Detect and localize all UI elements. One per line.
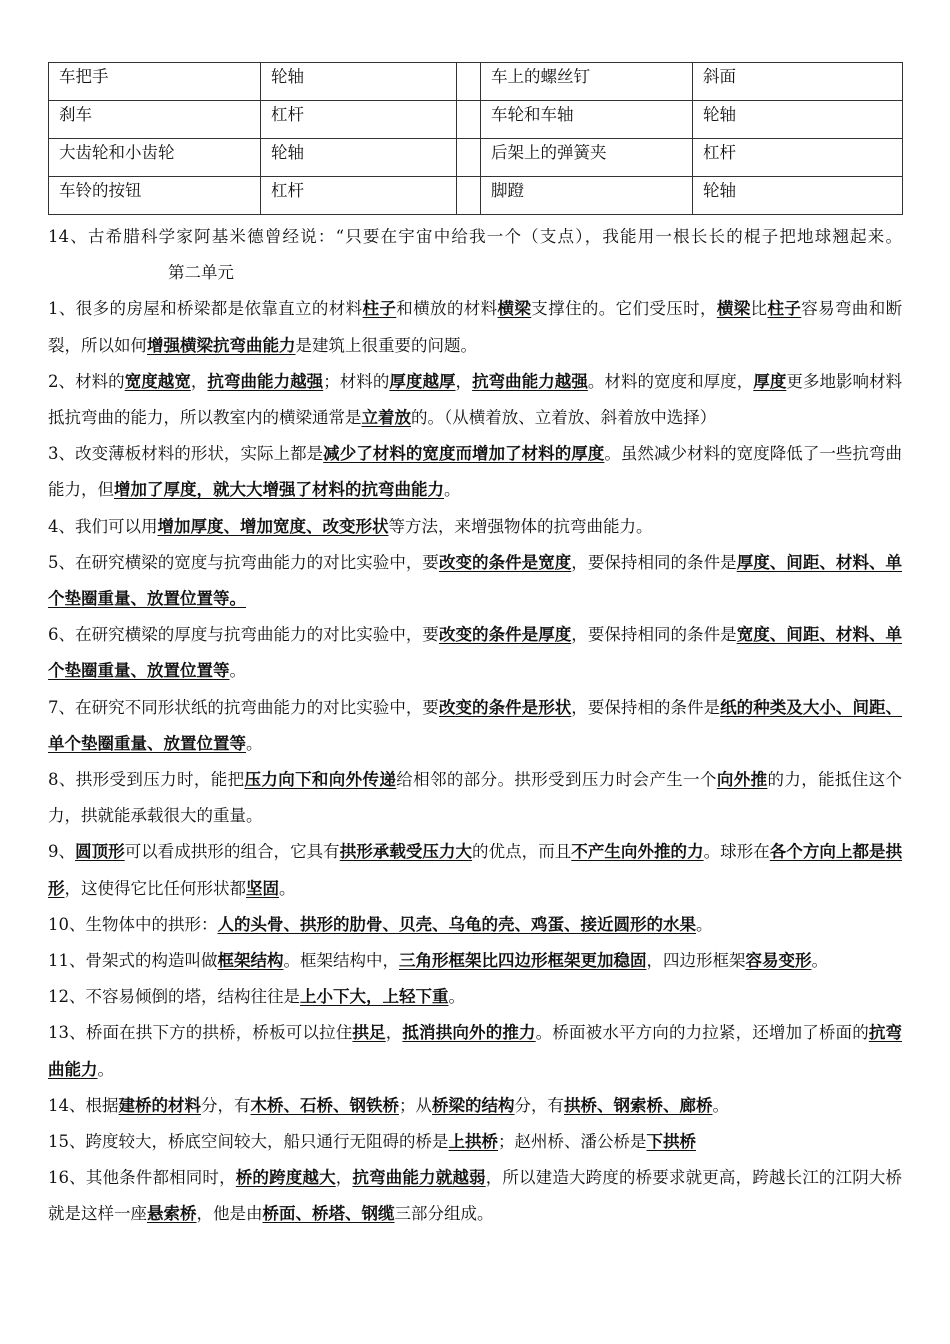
table-cell: 轮轴 — [261, 63, 457, 101]
item-text: 三部分组成。 — [394, 1204, 494, 1224]
numbered-item — [48, 834, 902, 906]
table-gap-cell — [457, 139, 481, 177]
table-cell: 车轮和车轴 — [481, 101, 693, 139]
item-text: 。 — [97, 1059, 114, 1079]
answer-text: 改变的条件是厚度 — [438, 625, 572, 645]
item-text: 。 — [229, 661, 246, 681]
answer-text: 宽度、间距、材料、单个垫圈重量、放置位置等 — [48, 625, 903, 681]
answer-text: 桥面、桥塔、钢缆 — [262, 1204, 395, 1224]
answer-text: 增强横梁抗弯曲能力 — [147, 335, 296, 355]
answer-text: 拱桥、钢索桥、廊桥 — [564, 1095, 713, 1115]
item-text: 9、 — [48, 842, 76, 862]
item-text: 16、其他条件都相同时， — [48, 1168, 236, 1188]
item-text: 6、在研究横梁的厚度与抗弯曲能力的对比实验中，要 — [48, 625, 439, 645]
numbered-item — [48, 1160, 902, 1232]
bicycle-machines-table — [48, 62, 903, 215]
item-text: ，他是由 — [196, 1204, 263, 1224]
answer-text: 木桥、石桥、钢铁桥 — [250, 1095, 399, 1115]
answer-text: 上小下大，上轻下重 — [300, 987, 449, 1007]
answer-text: 厚度越厚 — [389, 371, 456, 391]
previous-item-14 — [48, 219, 902, 291]
item-text: 11、骨架式的构造叫做 — [48, 951, 218, 971]
answer-text: 抗弯曲能力就越弱 — [352, 1168, 486, 1188]
numbered-item — [48, 291, 902, 363]
item-text: 14、根据 — [48, 1095, 119, 1115]
item-text: ，四边形框架 — [646, 951, 746, 971]
answer-text: 三角形框架比四边形框架更加稳固 — [399, 951, 647, 971]
numbered-item — [48, 509, 902, 545]
table-cell: 车把手 — [49, 63, 261, 101]
item-text: 。 — [444, 480, 461, 500]
item-text: 1、很多的房屋和桥梁都是依靠直立的材料 — [48, 299, 363, 319]
item-text: 分，有 — [514, 1095, 564, 1115]
item-text: 等方法，来增强物体的抗弯曲能力。 — [388, 516, 653, 536]
item-text: 8、拱形受到压力时，能把 — [48, 770, 245, 790]
numbered-item — [48, 436, 902, 508]
numbered-item — [48, 545, 902, 617]
item-text: 的。（从横着放、立着放、斜着放中选择） — [411, 408, 717, 428]
item-text: 。 — [712, 1095, 729, 1115]
item-text: 的优点，而且 — [472, 842, 572, 862]
numbered-item — [48, 1088, 902, 1124]
table-cell: 轮轴 — [261, 139, 457, 177]
answer-text: 改变的条件是形状 — [438, 697, 572, 717]
answer-text: 上拱桥 — [448, 1132, 498, 1152]
table-gap-cell — [457, 63, 481, 101]
item-text: 15、跨度较大，桥底空间较大，船只通行无阻碍的桥是 — [48, 1132, 449, 1152]
numbered-item — [48, 762, 902, 834]
item-text: 和横放的材料 — [396, 299, 498, 319]
table-cell: 斜面 — [693, 63, 903, 101]
answer-text: 宽度越宽 — [124, 371, 191, 391]
item-text: ，要保持相同的条件是 — [571, 552, 737, 572]
answer-text: 桥的跨度越大 — [235, 1168, 336, 1188]
answer-text: 纸的种类及大小、间距、单个垫圈重量、放置位置等 — [48, 697, 903, 753]
item-text: 支撑住的。它们受压时， — [531, 299, 717, 319]
item-text: ， — [385, 1023, 403, 1043]
answer-text: 横梁 — [497, 299, 532, 319]
table-row — [49, 139, 903, 177]
answer-text: 抵消拱向外的推力 — [402, 1023, 536, 1043]
answer-text: 人的头骨、拱形的肋骨、贝壳、乌龟的壳、鸡蛋、接近圆形的水果 — [217, 914, 696, 934]
answer-text: 容易变形 — [745, 951, 812, 971]
item-text: 。 — [811, 951, 828, 971]
answer-text: 建桥的材料 — [118, 1095, 201, 1115]
numbered-item — [48, 364, 902, 436]
item-text: 比 — [750, 299, 768, 319]
table-cell: 杠杆 — [261, 101, 457, 139]
answer-text: 横梁 — [716, 299, 751, 319]
answer-text: 柱子 — [767, 299, 802, 319]
item-text: ，这使得它比任何形状都 — [64, 878, 246, 898]
item-text: 可以看成拱形的组合，它具有 — [124, 842, 340, 862]
item-text: 。 — [696, 914, 713, 934]
table-cell: 轮轴 — [693, 177, 903, 215]
answer-text: 悬索桥 — [147, 1204, 197, 1224]
table-body — [49, 63, 903, 215]
table-cell: 杠杆 — [693, 139, 903, 177]
answer-text: 圆顶形 — [75, 842, 125, 862]
answer-text: 增加了厚度，就大大增强了材料的抗弯曲能力 — [114, 480, 444, 500]
numbered-item — [48, 979, 902, 1015]
item-text: 12、不容易倾倒的塔，结构往往是 — [48, 987, 300, 1007]
numbered-item — [48, 617, 902, 689]
answer-text: 抗弯曲能力 — [48, 1023, 903, 1079]
answer-text: 框架结构 — [217, 951, 284, 971]
table-cell: 大齿轮和小齿轮 — [49, 139, 261, 177]
item-text: 容易弯曲和断裂，所以如何 — [48, 299, 903, 355]
item-text: ；从 — [399, 1095, 432, 1115]
table-gap-cell — [457, 177, 481, 215]
item-text: 。 — [246, 733, 263, 753]
answer-text: 立着放 — [361, 408, 411, 428]
item-text: ， — [335, 1168, 353, 1188]
item-text: 。虽然减少材料的宽度降低了一些抗弯曲能力，但 — [48, 444, 903, 500]
numbered-item — [48, 1124, 902, 1160]
table-cell: 刹车 — [49, 101, 261, 139]
item-text: 4、我们可以用 — [48, 516, 158, 536]
numbered-items — [48, 291, 902, 1232]
answer-text: 下拱桥 — [646, 1132, 696, 1152]
item-text: 。 — [279, 878, 296, 898]
item-text: 10、生物体中的拱形： — [48, 914, 218, 934]
table-cell: 后架上的弹簧夹 — [481, 139, 693, 177]
item-text: ；赵州桥、潘公桥是 — [498, 1132, 647, 1152]
numbered-item — [48, 907, 902, 943]
unit-title: 第二单元 — [168, 263, 234, 283]
answer-text: 厚度、间距、材料、单个垫圈重量、放置位置等。 — [48, 552, 903, 609]
item-text: 2、材料的 — [48, 371, 125, 391]
answer-text: 坚固 — [246, 878, 279, 898]
table-cell: 杠杆 — [261, 177, 457, 215]
table-cell: 车上的螺丝钉 — [481, 63, 693, 101]
item-text: 的力，能抵住这个力，拱就能承载很大的重量。 — [48, 770, 903, 826]
table-row — [49, 101, 903, 139]
answer-text: 拱足 — [352, 1023, 386, 1043]
answer-text: 拱形承载受压力大 — [339, 842, 473, 862]
notes-body — [48, 219, 902, 1233]
answer-text: 抗弯曲能力越强 — [207, 371, 324, 391]
numbered-item — [48, 943, 902, 979]
answer-text: 柱子 — [362, 299, 397, 319]
item-text: 是建筑上很重要的问题。 — [295, 335, 477, 355]
table-gap-cell — [457, 101, 481, 139]
table-cell: 轮轴 — [693, 101, 903, 139]
item-text: 3、改变薄板材料的形状，实际上都是 — [48, 444, 324, 464]
item-text: 更多地影响材料抵抗弯曲的能力，所以教室内的横梁通常是 — [48, 371, 903, 428]
item-text: ；材料的 — [323, 371, 390, 391]
answer-text: 抗弯曲能力越强 — [472, 371, 588, 391]
numbered-item — [48, 1015, 902, 1087]
table-cell: 脚蹬 — [481, 177, 693, 215]
answer-text: 厚度 — [753, 371, 787, 391]
item-text: 。材料的宽度和厚度， — [587, 371, 754, 391]
answer-text: 向外推 — [716, 770, 768, 790]
answer-text: 各个方向上都是拱形 — [48, 842, 903, 898]
previous-item-14-text: 14、古希腊科学家阿基米德曾经说：“只要在宇宙中给我一个（支点），我能用一根长长的棍子把地球翘起来。 — [48, 227, 902, 246]
item-text: 13、桥面在拱下方的拱桥，桥板可以拉住 — [48, 1023, 353, 1043]
answer-text: 增加厚度、增加宽度、改变形状 — [157, 516, 389, 536]
item-text: ，要保持相的条件是 — [571, 697, 721, 717]
table-row — [49, 63, 903, 101]
answer-text: 改变的条件是宽度 — [438, 552, 572, 572]
answer-text: 压力向下和向外传递 — [244, 770, 397, 790]
document-page — [48, 62, 902, 1233]
item-text: 。桥面被水平方向的力拉紧，还增加了桥面的 — [535, 1023, 869, 1043]
table-cell: 车铃的按钮 — [49, 177, 261, 215]
answer-text: 桥梁的结构 — [432, 1095, 515, 1115]
answer-text: 减少了材料的宽度而增加了材料的厚度 — [323, 444, 605, 464]
answer-text: 不产生向外推的力 — [571, 842, 704, 862]
item-text: 给相邻的部分。拱形受到压力时会产生一个 — [396, 770, 717, 790]
item-text: 分，有 — [201, 1095, 251, 1115]
numbered-item — [48, 690, 902, 762]
item-text: 。框架结构中， — [283, 951, 399, 971]
item-text: 。 — [448, 987, 465, 1007]
item-text: ，要保持相同的条件是 — [571, 625, 737, 645]
item-text: ， — [190, 371, 208, 391]
item-text: 5、在研究横梁的宽度与抗弯曲能力的对比实验中，要 — [48, 552, 439, 572]
table-row — [49, 177, 903, 215]
item-text: ， — [455, 371, 473, 391]
item-text: ，所以建造大跨度的桥要求就更高，跨越长江的江阴大桥就是这样一座 — [48, 1168, 903, 1224]
item-text: 。球形在 — [703, 842, 770, 862]
item-text: 7、在研究不同形状纸的抗弯曲能力的对比实验中，要 — [48, 697, 439, 717]
